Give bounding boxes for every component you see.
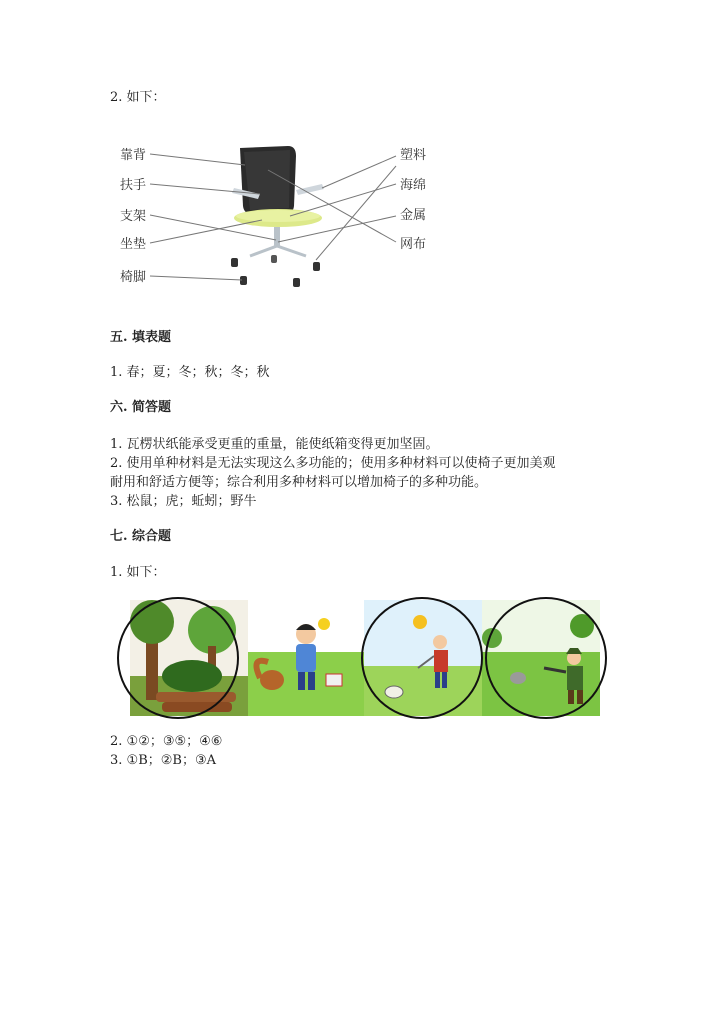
hunter-scene-panel [482,600,600,716]
label-metal: 金属 [400,208,427,223]
boy-squirrel-scene-panel [248,600,364,716]
section-7-answer-1: 1. 如下： [110,565,166,580]
section-6-title: 六. 简答题 [110,400,172,415]
chair-materials-diagram [110,138,440,298]
label-mesh-cloth: 网布 [400,237,427,252]
section-7-title: 七. 综合题 [110,529,172,544]
label-stand: 支架 [120,209,147,224]
label-chair-leg: 椅脚 [120,270,147,285]
section-6-answer-2-continued: 耐用和舒适方便等；综合利用多种材料可以增加椅子的多种功能。 [110,475,488,490]
section-5-title: 五. 填表题 [110,330,172,345]
label-sponge: 海绵 [400,178,427,193]
section-6-answer-1: 1. 瓦楞状纸能承受更重的重量，能使纸箱变得更加坚固。 [110,437,439,452]
chair-illustration [231,146,324,287]
section-6-answer-2: 2. 使用单种材料是无法实现这么多功能的；使用多种材料可以使椅子更加美观 [110,456,556,471]
section-7-answer-3: 3. ①B；②B；③A [110,753,216,768]
section-7-answer-2: 2. ①②；③⑤；④⑥ [110,734,223,749]
forest-scene-panel [130,600,248,716]
section-5-answer-1: 1. 春；夏；冬；秋；冬；秋 [110,365,270,380]
section-6-answer-3: 3. 松鼠；虎；蚯蚓；野牛 [110,494,257,509]
label-backrest: 靠背 [120,148,147,163]
pesticide-scene-panel [364,600,482,716]
label-plastic: 塑料 [400,148,427,163]
label-cushion: 坐垫 [120,237,147,252]
answer-2-intro: 2. 如下： [110,90,166,105]
ecology-scenes-figure [112,596,612,722]
label-armrest: 扶手 [120,178,147,193]
